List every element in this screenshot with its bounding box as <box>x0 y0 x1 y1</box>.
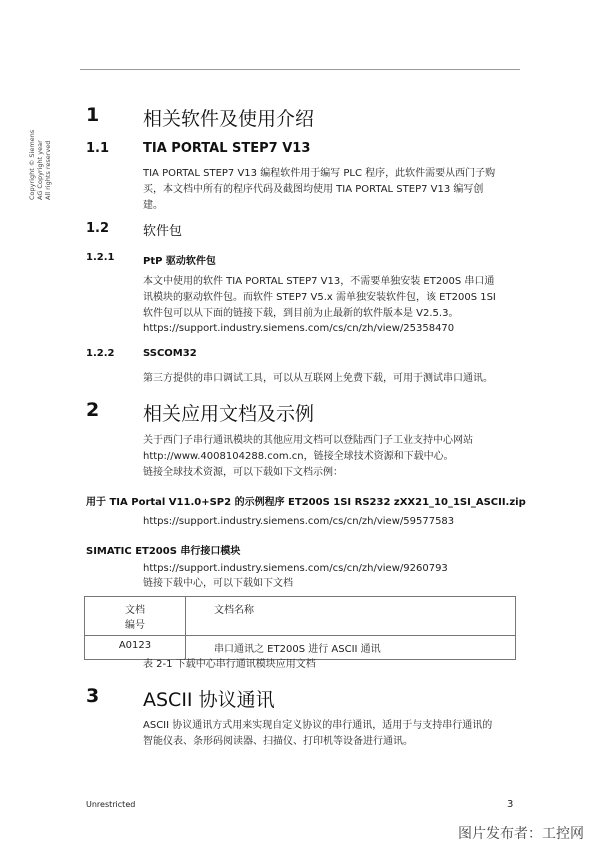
table-header-cell <box>85 597 186 636</box>
paragraph <box>143 718 492 750</box>
subsection-title: TIA PORTAL STEP7 V13 <box>143 141 311 156</box>
section-title: 相关软件及使用介绍 <box>143 108 315 130</box>
watermark: 图片发布者：工控网 <box>458 826 584 842</box>
table-header-text: 编号 <box>125 620 145 631</box>
paragraph <box>143 433 473 481</box>
subsection-number: 1.2 <box>86 221 110 236</box>
paragraph-line: http://www.4008104288.com.cn，链接全球技术资源和下载中心。 <box>143 451 454 462</box>
paragraph-line: TIA PORTAL STEP7 V13 编程软件用于编写 PLC 程序，此软件需要从西门子购 <box>143 168 496 179</box>
copyright-notice <box>26 110 86 200</box>
paragraph-line: 关于西门子串行通讯模块的其他应用文档可以登陆西门子工业支持中心网站 <box>143 435 473 446</box>
paragraph <box>143 274 496 322</box>
download-text: 链接下载中心，可以下载如下文档 <box>143 578 293 589</box>
subsection-title: 软件包 <box>143 224 183 239</box>
table-header-row <box>85 597 516 636</box>
paragraph-line: 智能仪表、条形码阅读器、扫描仪、打印机等设备进行通讯。 <box>143 736 413 747</box>
section-title: ASCII 协议通讯 <box>143 689 275 711</box>
download-link[interactable]: https://support.industry.siemens.com/cs/cn/zh/view/25358470 <box>143 323 455 334</box>
section-number: 3 <box>86 685 100 707</box>
table-cell: A0123 <box>85 636 186 660</box>
table-cell: 串口通讯之 ET200S 进行 ASCII 通讯 <box>186 636 516 660</box>
paragraph-line: 软件包可以从下面的链接下载，到目前为止最新的软件版本是 V2.5.3。 <box>143 308 459 319</box>
table-header-cell: 文档名称 <box>186 597 516 636</box>
paragraph <box>143 166 495 214</box>
paragraph: 第三方提供的串口调试工具，可以从互联网上免费下载，可用于测试串口通讯。 <box>143 373 493 384</box>
paragraph-line: 链接全球技术资源，可以下载如下文档示例： <box>143 467 343 478</box>
table-caption: 表 2-1 下载中心串行通讯模块应用文档 <box>143 659 316 670</box>
table-row <box>85 636 516 660</box>
copyright-line: Copyright © Siemens <box>28 129 36 200</box>
footer-classification: Unrestricted <box>86 800 136 809</box>
subsubsection-number: 1.2.2 <box>86 348 115 359</box>
example-link[interactable]: https://support.industry.siemens.com/cs/cn/zh/view/59577583 <box>143 516 455 527</box>
copyright-line: AG Copyright year <box>36 140 44 200</box>
table-header-text: 文档 <box>125 605 145 616</box>
example-title: 用于 TIA Portal V11.0+SP2 的示例程序 ET200S 1SI RS232 zXX21_10_1SI_ASCII.zip <box>86 497 526 508</box>
paragraph-line: 买，本文档中所有的程序代码及截图均使用 TIA PORTAL STEP7 V13 编写创 <box>143 184 484 195</box>
paragraph-line: 建。 <box>143 200 163 211</box>
section-title: 相关应用文档及示例 <box>143 403 315 425</box>
module-link[interactable]: https://support.industry.siemens.com/cs/cn/zh/view/9260793 <box>143 563 448 574</box>
page-number: 3 <box>507 799 514 810</box>
paragraph-line: 本文中使用的软件 TIA PORTAL STEP7 V13，不需要单独安装 ET200S 串口通 <box>143 276 495 287</box>
paragraph-line: 讯模块的驱动软件包。而软件 STEP7 V5.x 需单独安装软件包，该 ET200S 1SI <box>143 292 496 303</box>
section-number: 1 <box>86 104 100 126</box>
module-title: SIMATIC ET200S 串行接口模块 <box>86 546 241 557</box>
subsection-number: 1.1 <box>86 141 110 156</box>
section-number: 2 <box>86 399 100 421</box>
paragraph-line: ASCII 协议通讯方式用来实现自定义协议的串行通讯，适用于与支持串行通讯的 <box>143 720 493 731</box>
document-table <box>84 596 516 660</box>
subsubsection-title: SSCOM32 <box>143 348 197 359</box>
subsubsection-title: PtP 驱动软件包 <box>143 256 216 267</box>
copyright-line: All rights reserved <box>44 140 52 200</box>
header-rule <box>80 69 520 70</box>
subsubsection-number: 1.2.1 <box>86 252 115 263</box>
